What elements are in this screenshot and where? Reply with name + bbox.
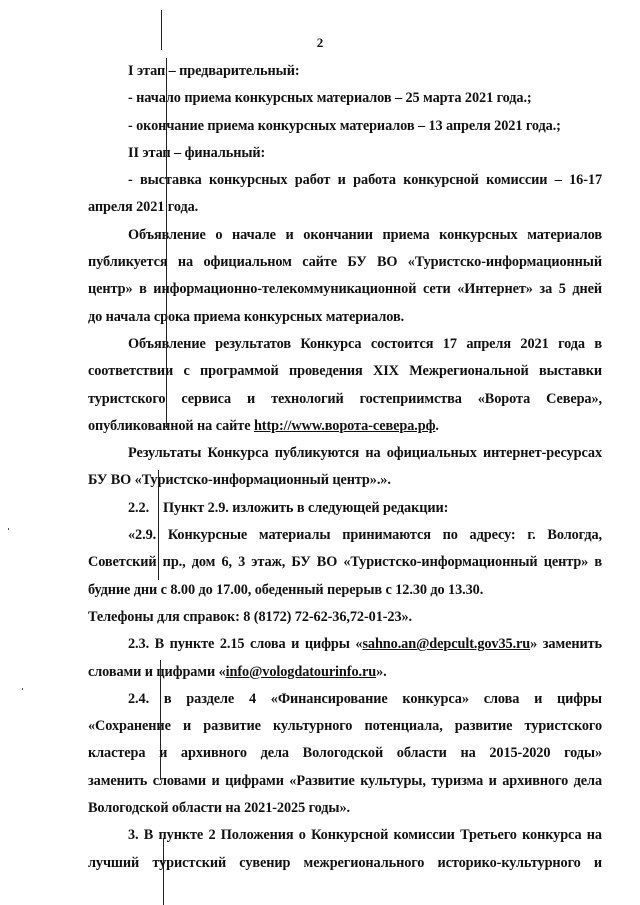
scan-artifact-line [163, 838, 164, 905]
text-run: соответствии с программой проведения XIX Межрегиональной выставки [88, 363, 602, 380]
item-2-4-line-3 [88, 740, 602, 767]
text-run: 3. В пункте 2 Положения о Конкурсной комиссии Третьего конкурса на [128, 827, 602, 844]
item-2-4-line-5 [88, 795, 602, 822]
item-3-line-2 [88, 850, 602, 877]
item-2-3-line-1 [88, 631, 602, 658]
text-run: II этап – финальный: [128, 144, 266, 161]
text-run: Результаты Конкурса публикуются на официальных интернет-ресурсах [128, 445, 602, 462]
item-2-4-line-2 [88, 713, 602, 740]
item-2-2 [88, 495, 602, 522]
text-run: 2.4. в разделе 4 «Финансирование конкурса» слова и цифры [128, 690, 602, 707]
text-run: кластера и архивного дела Вологодской области на 2015-2020 годы» [88, 745, 602, 762]
text-run: опубликованной на сайте [88, 417, 254, 434]
scan-speck [8, 528, 9, 530]
text-run: Объявление о начале и окончании приема конкурсных материалов [128, 226, 602, 243]
text-run: I этап – предварительный: [128, 63, 300, 79]
text-run: БУ ВО «Туристско-информационный центр».». [88, 472, 391, 489]
text-run: » заменить [530, 636, 602, 653]
text-run: - выставка конкурсных работ и работа конкурсной комиссии – 16-17 [128, 172, 602, 189]
text-run: Объявление результатов Конкурса состоится 17 апреля 2021 года в [128, 335, 602, 352]
text-run: . [435, 417, 439, 434]
hyperlink[interactable]: http://www.ворота-севера.рф [253, 417, 436, 434]
page-number: 2 [316, 35, 324, 50]
scan-artifact-line [158, 470, 159, 580]
scan-artifact-line [160, 660, 161, 780]
item-2-9-line-2 [88, 549, 602, 576]
text-run: заменить словами и цифрами «Развитие культуры, туризма и архивного дела [88, 772, 602, 789]
text-run: ». [376, 663, 387, 680]
text-run: Советский пр., дом 6, 3 этаж, БУ ВО «Туристско-информационный центр» в [88, 554, 602, 571]
publish-line-1 [88, 440, 602, 467]
scan-speck [22, 688, 23, 690]
text-run: до начала срока приема конкурсных материалов. [88, 308, 405, 325]
publish-line-2 [88, 467, 602, 494]
text-run: «Сохранение и развитие культурного потенциала, развитие туристского [88, 718, 602, 735]
text-run: 2.2. Пункт 2.9. изложить в следующей редакции: [128, 499, 449, 516]
text-run: будние дни с 8.00 до 17.00, обеденный перерыв с 12.30 до 13.30. [88, 581, 484, 598]
scan-artifact-line [161, 10, 162, 50]
text-run: «2.9. Конкурсные материалы принимаются по адресу: г. Вологда, [128, 527, 602, 544]
text-run: 2.3. В пункте 2.15 слова и цифры « [128, 636, 363, 653]
item-2-9-line-1 [88, 522, 602, 549]
text-run: центр» в информационно-телекоммуникационной сети «Интернет» за 5 дней [88, 281, 602, 298]
item-3-line-1 [88, 822, 602, 849]
text-run: лучший туристский сувенир межрегионального историко-культурного и [88, 854, 602, 871]
text-run: публикуется на официальном сайте БУ ВО «Туристско-информационный [88, 254, 602, 271]
hyperlink[interactable]: info@vologdatourinfo.ru [225, 663, 377, 680]
item-2-4-line-4 [88, 768, 602, 795]
item-2-9-line-3 [88, 577, 602, 604]
text-run: Телефоны для справок: 8 (8172) 72-62-36,72-01-23». [88, 608, 413, 625]
phones-line [88, 604, 602, 631]
text-run: - окончание приема конкурсных материалов – 13 апреля 2021 года.; [128, 117, 561, 134]
text-run: Вологодской области на 2021-2025 годы». [88, 800, 350, 817]
text-run: туристского сервиса и технологий гостеприимства «Ворота Севера», [88, 390, 602, 407]
text-run: - начало приема конкурсных материалов – 25 марта 2021 года.; [128, 90, 532, 107]
text-run: словами и цифрами « [88, 663, 226, 680]
text-run: апреля 2021 года. [88, 199, 199, 216]
scan-artifact-line [166, 58, 167, 428]
item-2-4-line-1 [88, 686, 602, 713]
hyperlink[interactable]: sahno.an@depcult.gov35.ru [362, 636, 531, 653]
item-2-3-line-2 [88, 659, 602, 686]
